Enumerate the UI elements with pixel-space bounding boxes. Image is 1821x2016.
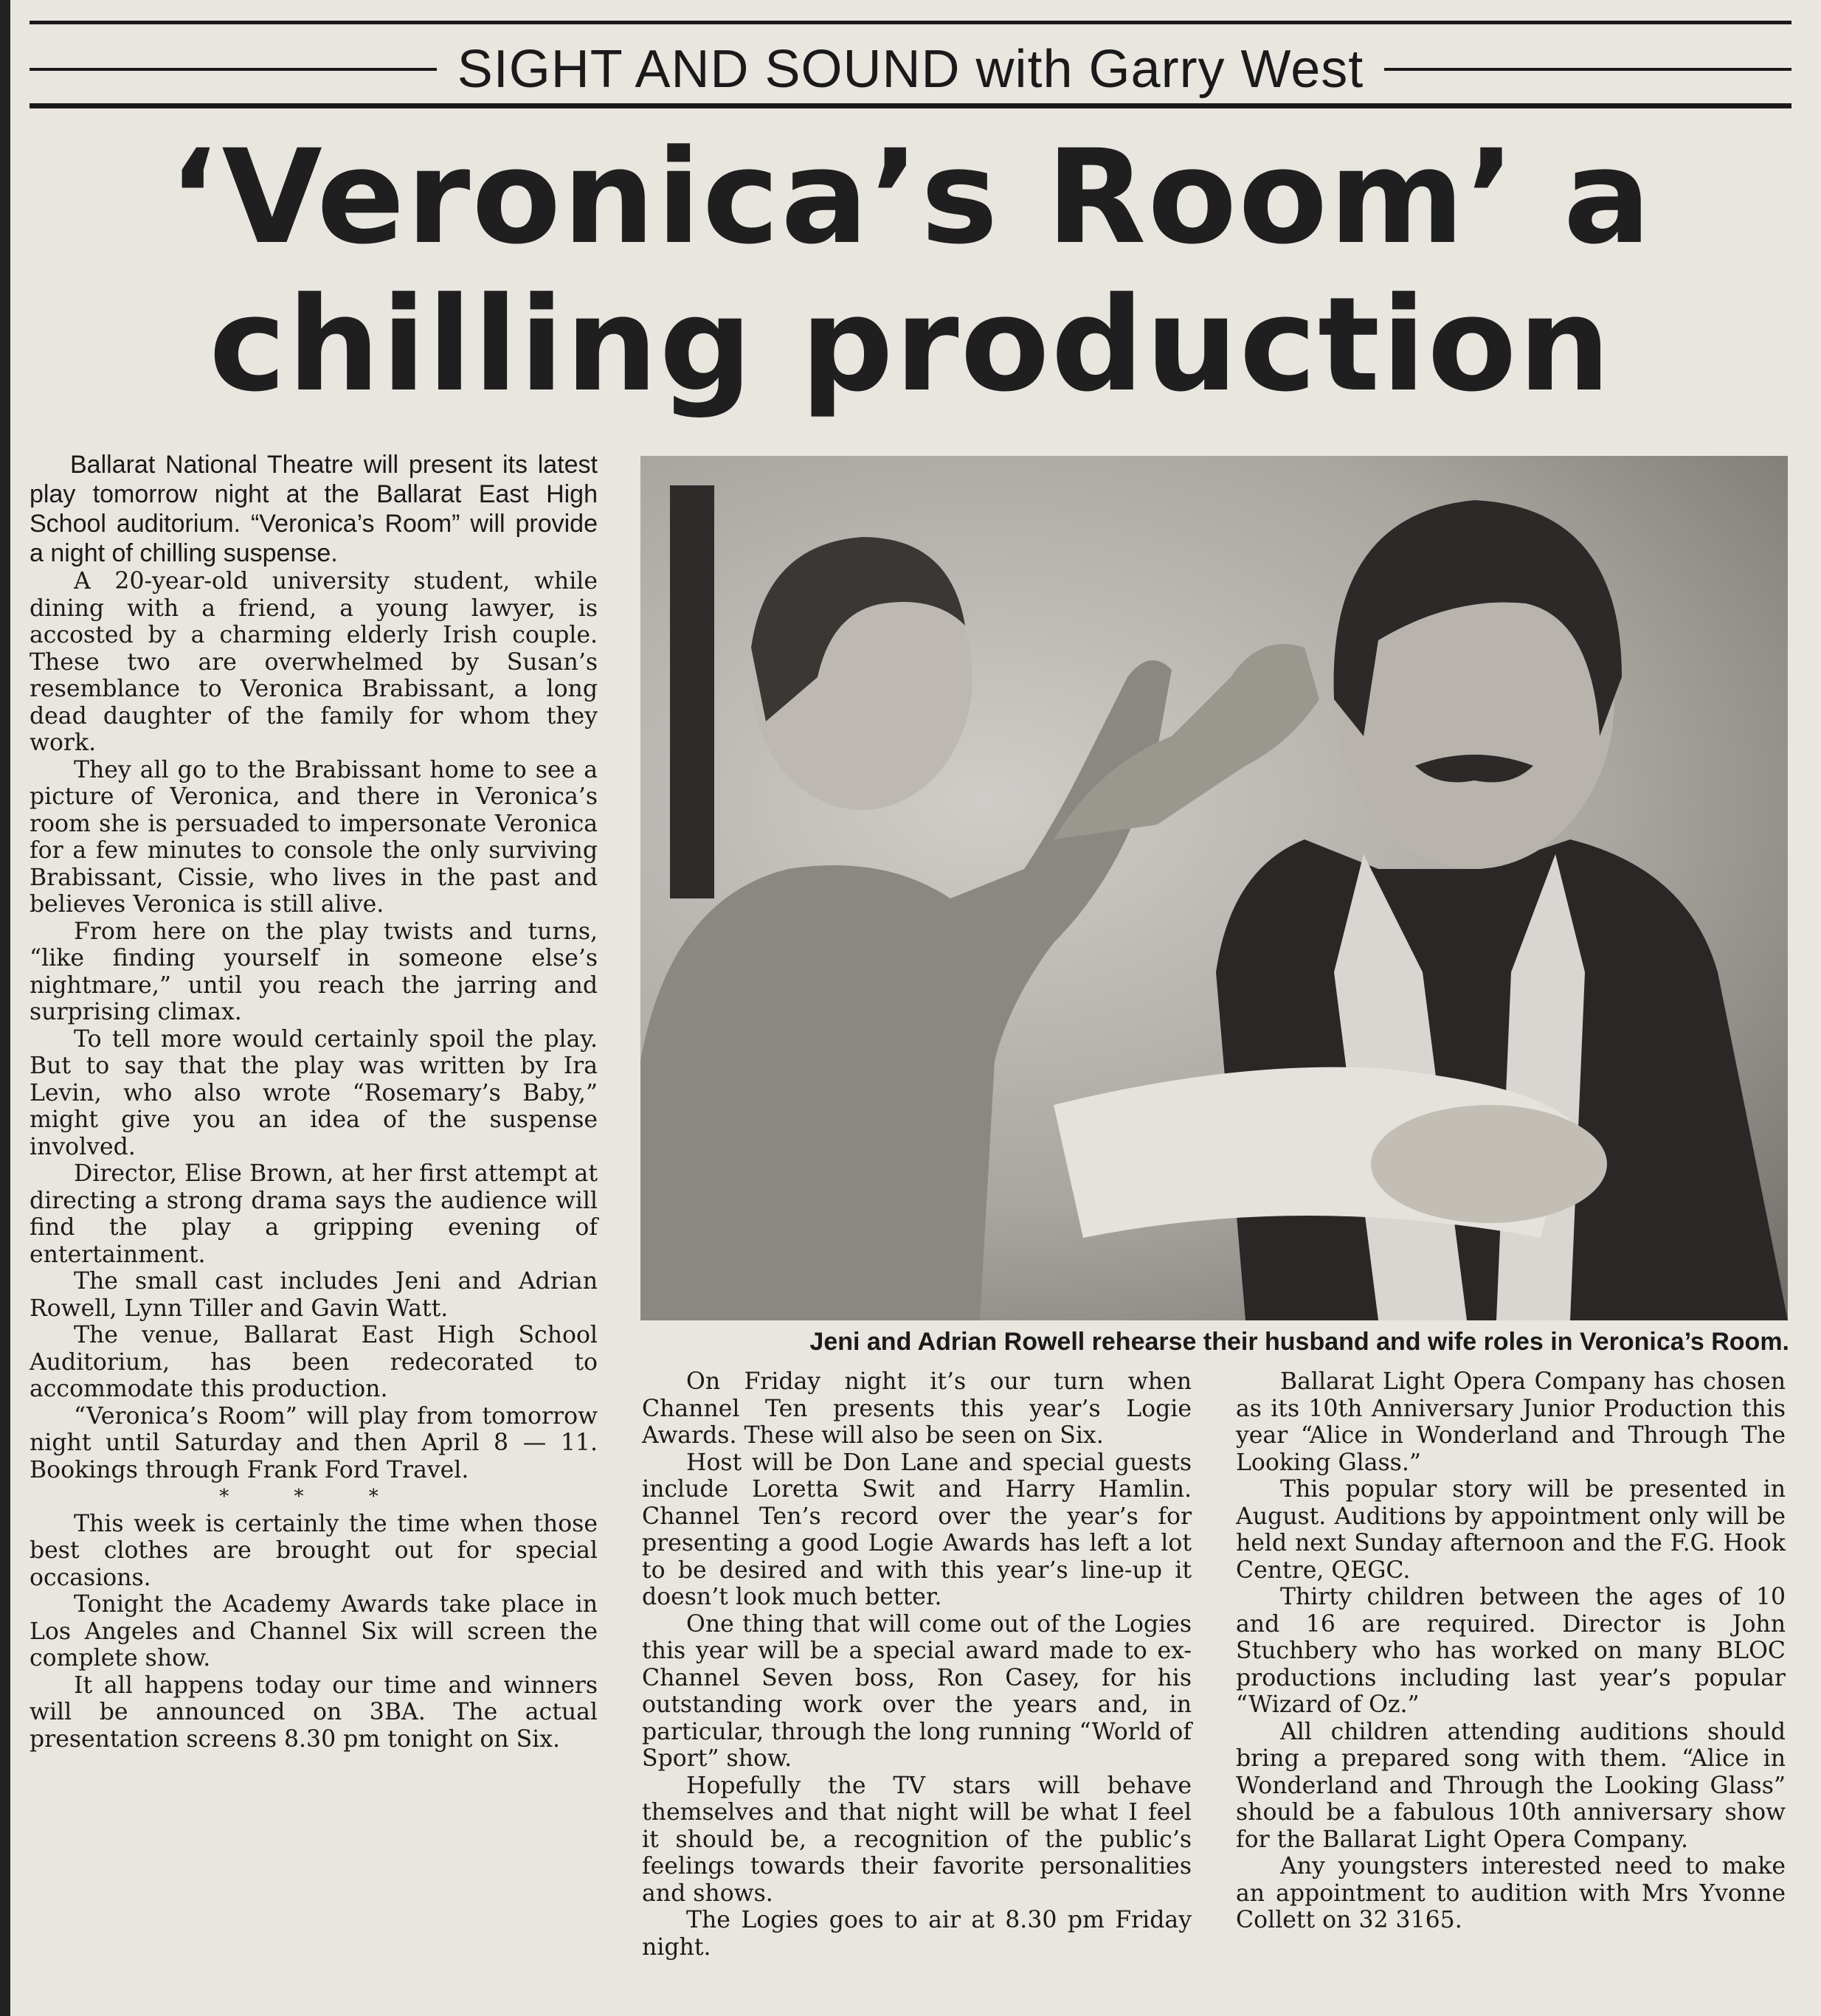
paragraph: Any youngsters interested need to make an appointment to audition with Mrs Yvonne Collett on 32 3165. [1236, 1853, 1786, 1933]
photo-illustration [640, 456, 1788, 1320]
paragraph: The Logies goes to air at 8.30 pm Friday night. [642, 1907, 1192, 1961]
paragraph: They all go to the Brabissant home to see a picture of Veronica, and there in Veronica’s room she is persuaded to impersonate Veronica for a few minutes to console the only surviving Brabissant, Cissie, who lives in the past and believes Veronica is still alive. [30, 756, 598, 918]
standing-head-rule-left [30, 68, 437, 71]
column-standing-head [30, 32, 1791, 106]
headline-rule [30, 103, 1791, 108]
paragraph: From here on the play twists and turns, “like finding yourself in someone else’s nightmare,” until you reach the jarring and surprising climax. [30, 918, 598, 1025]
paragraph: All children attending auditions should bring a prepared song with them. “Alice in Wonderland and Through the Looking Glass” should be a fabulous 10th anniversary show for the Ballarat Light Opera Company. [1236, 1718, 1786, 1853]
article-column-1 [30, 450, 598, 1753]
standing-head-text: SIGHT AND SOUND with Garry West [457, 40, 1364, 99]
rehearsal-photo [640, 456, 1788, 1320]
paragraph: This popular story will be presented in August. Auditions by appointment only will be held next Sunday afternoon and the F.G. Hook Centre, QEGC. [1236, 1476, 1786, 1584]
paragraph: Host will be Don Lane and special guests include Loretta Swit and Harry Hamlin. Channel Ten’s record over the year’s for presenting a good Logie Awards has left a lot to be desired and with this year’s line-up it doesn’t look much better. [642, 1449, 1192, 1610]
paragraph: Thirty children between the ages of 10 and 16 are required. Director is John Stuchbery who has worked on many BLOC productions including last year’s popular “Wizard of Oz.” [1236, 1584, 1786, 1718]
article-headline [30, 124, 1791, 419]
top-rule [30, 21, 1791, 24]
paragraph: One thing that will come out of the Logies this year will be a special award made to ex-Channel Seven boss, Ron Casey, for his outstanding work over the years and, in particular, through the long running “World of Sport” show. [642, 1610, 1192, 1772]
paragraph: It all happens today our time and winners will be announced on 3BA. The actual presentation screens 8.30 pm tonight on Six. [30, 1672, 598, 1753]
page-edge-rule [0, 0, 10, 2016]
article-column-3 [1236, 1368, 1786, 1934]
paragraph: Director, Elise Brown, at her first attempt at directing a strong drama says the audience will find the play a gripping evening of entertainment. [30, 1160, 598, 1268]
paragraph: Tonight the Academy Awards take place in Los Angeles and Channel Six will screen the complete show. [30, 1591, 598, 1672]
article-column-2 [642, 1368, 1192, 1961]
paragraph: To tell more would certainly spoil the play. But to say that the play was written by Ira Levin, who also wrote “Rosemary’s Baby,” might give you an idea of the suspense involved. [30, 1025, 598, 1160]
paragraph: “Veronica’s Room” will play from tomorrow night until Saturday and then April 8 — 11. Bookings through Frank Ford Travel. [30, 1402, 598, 1483]
headline-line-2: chilling production [209, 269, 1612, 420]
section-separator-stars: * * * [219, 1486, 408, 1508]
headline-line-1: ‘Veronica’s Room’ a [168, 122, 1653, 273]
photo-caption: Jeni and Adrian Rowell rehearse their husband and wife roles in Veronica’s Room. [809, 1328, 1789, 1356]
paragraph: On Friday night it’s our turn when Channel Ten presents this year’s Logie Awards. These will also be seen on Six. [642, 1368, 1192, 1449]
paragraph: The small cast includes Jeni and Adrian Rowell, Lynn Tiller and Gavin Watt. [30, 1268, 598, 1322]
paragraph: Hopefully the TV stars will behave themselves and that night will be what I feel it should be, a recognition of the public’s feelings towards their favorite personalities and shows. [642, 1772, 1192, 1907]
paragraph: A 20-year-old university student, while dining with a friend, a young lawyer, is accosted by a charming elderly Irish couple. These two are overwhelmed by Susan’s resemblance to Veronica Brabissant, a long dead daughter of the family for whom they work. [30, 568, 598, 756]
lead-paragraph: Ballarat National Theatre will present its latest play tomorrow night at the Ballarat East High School auditorium. “Veronica’s Room” will provide a night of chilling suspense. [30, 451, 598, 567]
paragraph: Ballarat Light Opera Company has chosen as its 10th Anniversary Junior Production this year “Alice in Wonderland and Through The Looking Glass.” [1236, 1368, 1786, 1476]
paragraph: The venue, Ballarat East High School Auditorium, has been redecorated to accommodate this production. [30, 1322, 598, 1402]
paragraph: This week is certainly the time when those best clothes are brought out for special occasions. [30, 1510, 598, 1591]
standing-head-rule-right [1384, 68, 1791, 71]
